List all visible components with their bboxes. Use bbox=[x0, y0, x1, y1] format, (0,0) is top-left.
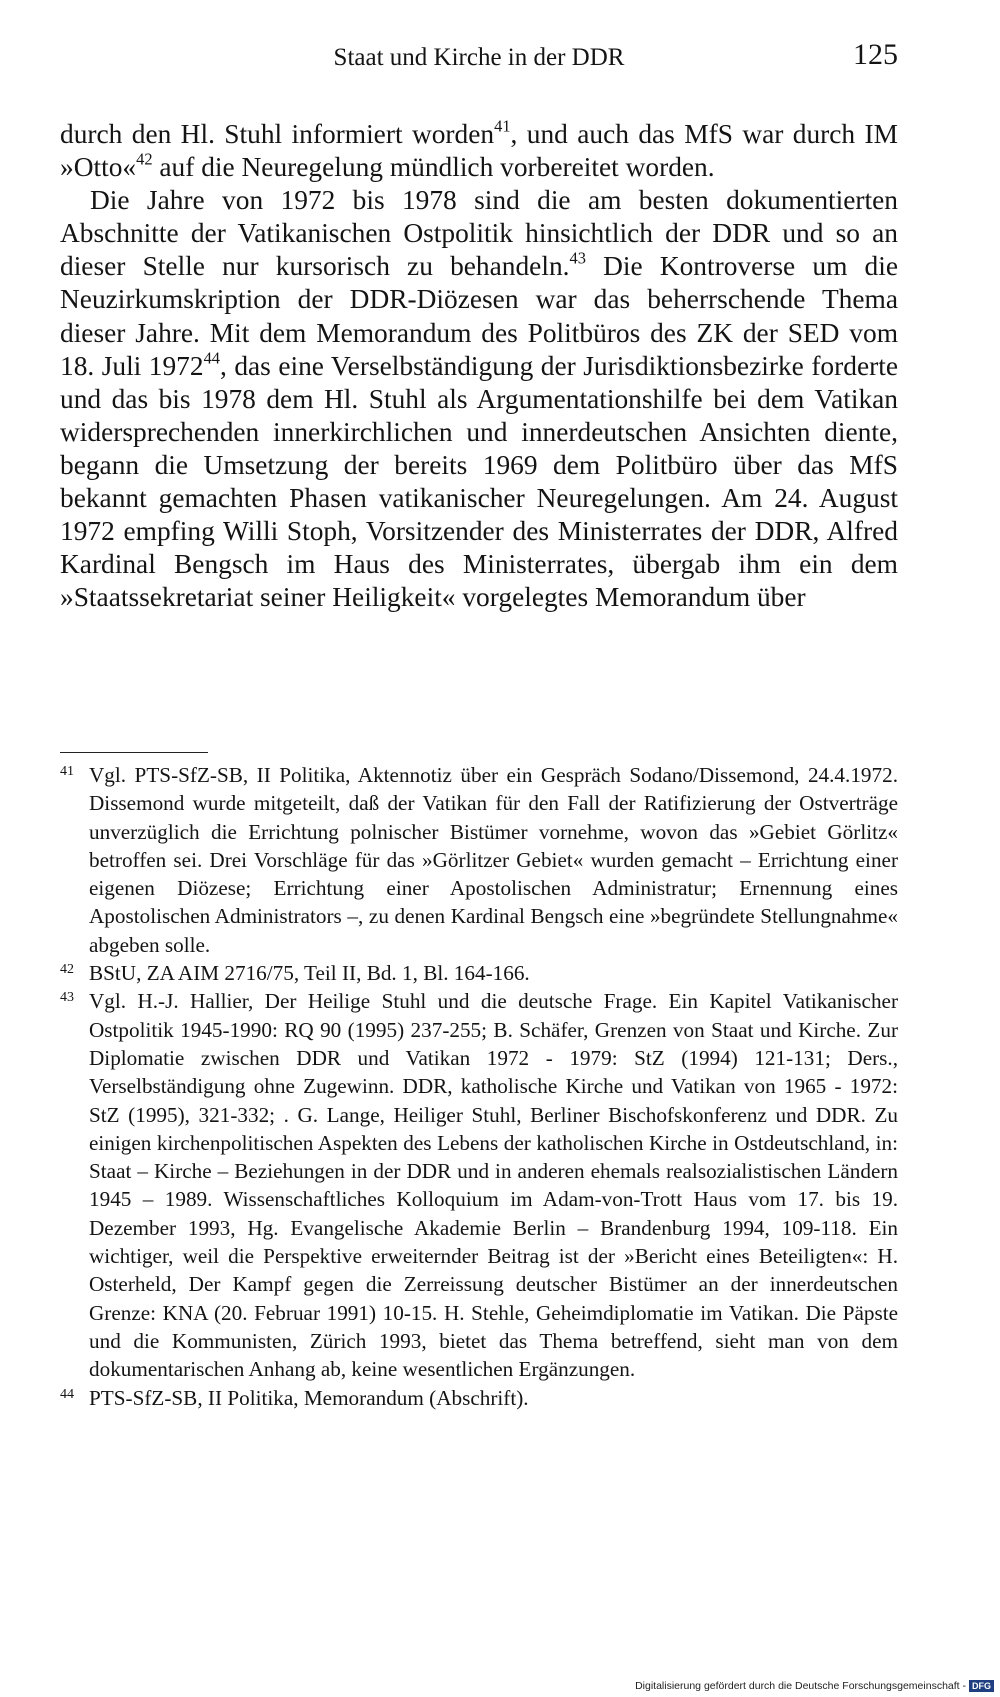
paragraph-1 bbox=[60, 118, 898, 184]
paragraph-2 bbox=[60, 184, 898, 614]
footnote-text: Vgl. H.-J. Hallier, Der Heilige Stuhl und die deutsche Frage. Ein Kapitel Vatikanischer Ostpolitik 1945-1990: RQ 90 (1995) 237-255; B. Schäfer, Grenzen von Staat und Kirche. Zur Diplomatie zwischen DDR und Vatikan 1972 - 1979: StZ (1994) 121-131; Ders., Verselbständigung ohne Zugewinn. DDR, katholische Kirche und Vatikan von 1965 - 1972: StZ (1995), 321-332; . G. Lange, Heiliger Stuhl, Berliner Bischofskonferenz und DDR. Zu einigen kirchenpolitischen Aspekten des Lebens der katholischen Kirche in Ostdeutschland, in: Staat – Kirche – Beziehungen in der DDR und in anderen ehemals realsozialistischen Ländern 1945 – 1989. Wissenschaftliches Kolloquium im Adam-von-Trott Haus vom 17. bis 19. Dezember 1993, Hg. Evangelische Akademie Berlin – Brandenburg 1994, 109-118. Ein wichtiger, weil die Perspektive erweiternder Beitrag ist der »Bericht eines Beteiligten«: H. Osterheld, Der Kampf gegen die Zerreissung deutscher Bistümer an der innerdeutschen Grenze: KNA (20. Februar 1991) 10-15. H. Stehle, Geheimdiplomatie im Vatikan. Die Päpste und die Kommunisten, Zürich 1993, bietet das Thema betreffend, sieht man von dem dokumentarischen Anhang ab, keine wesentlichen Ergänzungen. bbox=[89, 989, 898, 1382]
digitization-credit bbox=[635, 1680, 994, 1692]
main-text bbox=[60, 118, 898, 614]
footnote-text: PTS-SfZ-SB, II Politika, Memorandum (Abschrift). bbox=[89, 1385, 529, 1410]
footnote-number: 43 bbox=[60, 990, 74, 1006]
text-run: Die Kontroverse um die Neuzirkumskription der DDR-Diözesen war das beherrschende Thema dieser Jahre. Mit dem Memorandum des Politbüros des ZK der SED vom 18. Juli 1972 bbox=[60, 251, 898, 381]
text-run: auf die Neuregelung mündlich vorbereitet worden. bbox=[152, 152, 715, 183]
page-number: 125 bbox=[853, 38, 898, 71]
footnote-44 bbox=[60, 1384, 898, 1412]
footnote-ref-41: 41 bbox=[494, 116, 511, 136]
text-run: Die Jahre von 1972 bis 1978 sind die am besten dokumentierten Abschnitte der Vatikanischen Ostpolitik hinsichtlich der DDR und so an dieser Stelle nur kursorisch zu behandeln. bbox=[60, 185, 898, 282]
footnote-ref-44: 44 bbox=[203, 348, 220, 368]
footnote-number: 42 bbox=[60, 962, 74, 978]
credit-text: Digitalisierung gefördert durch die Deutsche Forschungsgemeinschaft - bbox=[635, 1679, 966, 1692]
footnote-43 bbox=[60, 987, 898, 1383]
dfg-logo: DFG bbox=[969, 1680, 994, 1692]
footnote-ref-42: 42 bbox=[136, 149, 153, 169]
page-header bbox=[60, 38, 898, 78]
footnote-text: Vgl. PTS-SfZ-SB, II Politika, Aktennotiz über ein Gespräch Sodano/Dissemond, 24.4.1972. Dissemond wurde mitgeteilt, daß der Vatikan für den Fall der Ratifizierung der Ostverträge unverzüglich die Errichtung polnischer Bistümer vornehme, wovon das »Gebiet Görlitz« betroffen sei. Drei Vorschläge für das »Görlitzer Gebiet« wurden gemacht – Errichtung einer eigenen Diözese; Errichtung einer Apostolischen Administratur; Ernennung eines Apostolischen Administrators –, zu denen Kardinal Bengsch eine »begründete Stellungnahme« abgeben solle. bbox=[89, 763, 898, 957]
footnote-separator bbox=[60, 752, 208, 753]
footnote-number: 41 bbox=[60, 764, 74, 779]
running-title: Staat und Kirche in der DDR bbox=[333, 44, 625, 71]
text-run: , und auch das MfS war durch IM »Otto« bbox=[60, 119, 898, 183]
footnote-number: 44 bbox=[60, 1386, 74, 1402]
footnote-41 bbox=[60, 761, 898, 959]
text-run: , das eine Verselbständigung der Jurisdiktionsbezirke forderte und das bis 1978 dem Hl. Stuhl als Argumentationshilfe bei dem Vatikan widersprechenden innerkirchlichen und innerdeutschen Ansichten diente, begann die Umsetzung der bereits 1969 dem Politbüro über das MfS bekannt gemachten Phasen vatikanischer Neuregelungen. Am 24. August 1972 empfing Willi Stoph, Vorsitzender des Ministerrates der DDR, Alfred Kardinal Bengsch im Haus des Ministerrates, übergab ihm ein dem »Staatssekretariat seiner Heiligkeit« vorgelegtes Memorandum über bbox=[60, 350, 898, 613]
text-run: durch den Hl. Stuhl informiert worden bbox=[60, 119, 495, 149]
footnote-text: BStU, ZA AIM 2716/75, Teil II, Bd. 1, Bl. 164-166. bbox=[89, 961, 530, 986]
footnote-ref-43: 43 bbox=[569, 248, 586, 268]
footnotes bbox=[60, 761, 898, 1412]
footnote-42 bbox=[60, 959, 898, 987]
